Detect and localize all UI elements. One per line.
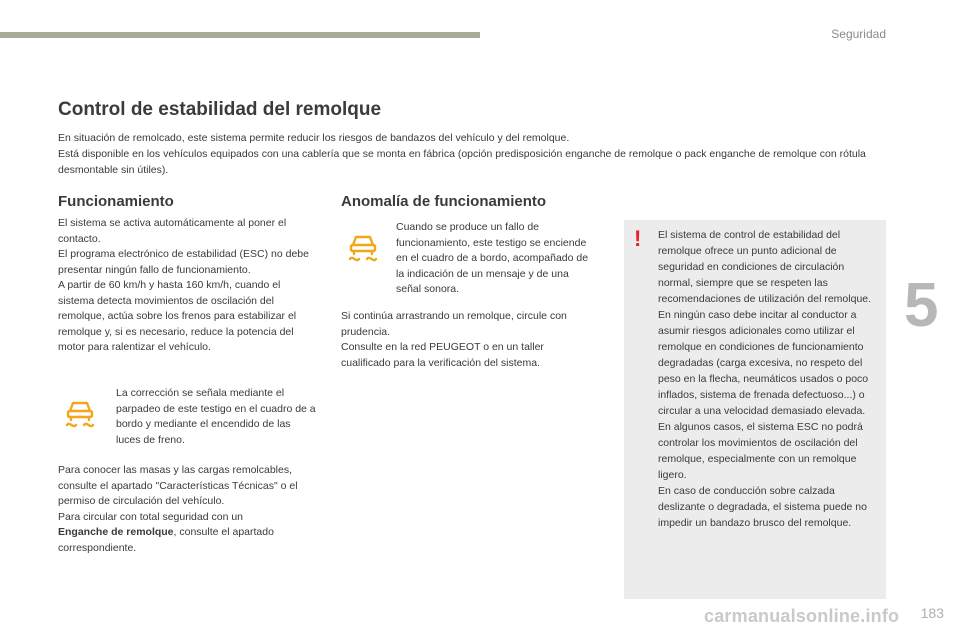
funcionamiento-icon-text: La corrección se señala mediante el parpadeo de este testigo en el cuadro de a bordo y mediante el encendido de las luces de freno. bbox=[116, 387, 316, 446]
bold-term: Enganche de remolque bbox=[58, 526, 174, 538]
paragraph: El programa electrónico de estabilidad (ESC) no debe presentar ningún fallo de funcionamiento. bbox=[58, 248, 309, 276]
paragraph: En algunos casos, el sistema ESC no podrá controlar los movimientos de oscilación del remolque, especialmente con un remolque ligero. bbox=[658, 421, 863, 481]
paragraph: Para conocer las masas y las cargas remolcables, consulte el apartado "Características Técnicas" o el permiso de circulación del vehículo. bbox=[58, 464, 298, 507]
paragraph bbox=[58, 510, 316, 557]
intro-paragraph: En situación de remolcado, este sistema permite reducir los riesgos de bandazos del vehículo y del remolque. bbox=[58, 132, 570, 144]
paragraph: Consulte en la red PEUGEOT o en un taller cualificado para la verificación del sistema. bbox=[341, 341, 544, 369]
watermark: carmanualsonline.info bbox=[704, 606, 900, 626]
anomalia-text bbox=[341, 309, 596, 371]
text: , consulte el apartado correspondiente. bbox=[58, 526, 274, 554]
intro-paragraph: Está disponible en los vehículos equipados con una cablería que se monta en fábrica (opción predisposición enganche de remolque o pack enganche de remolque con rótula desmontable sin útiles). bbox=[58, 148, 866, 176]
page-number: 183 bbox=[920, 605, 944, 621]
paragraph: El sistema se activa automáticamente al poner el contacto. bbox=[58, 217, 287, 245]
anomalia-icon-text: Cuando se produce un fallo de funcionamiento, este testigo se enciende en el cuadro de a bordo, acompañado de la indicación de un mensaje y de una señal sonora. bbox=[396, 221, 589, 295]
page-title: Control de estabilidad del remolque bbox=[58, 99, 382, 120]
paragraph: El sistema de control de estabilidad del remolque ofrece un punto adicional de seguridad en condiciones de circulación normal, siempre que se respeten las recomendaciones de utilización del remolque. En ningún caso debe incitar al conductor a asumir riesgos adicionales como utilizar el remolque en condiciones de funcionamiento degradadas (carga excesiva, no respeto del peso en la flecha, neumáticos usados o poco inflados, sistema de frenada defectuoso...) o circular a una velocidad demasiado elevada. bbox=[658, 229, 872, 417]
funcionamiento-extra bbox=[58, 463, 316, 556]
intro bbox=[58, 130, 888, 178]
warning-text bbox=[658, 227, 880, 531]
header-bar bbox=[0, 32, 480, 38]
funcionamiento-heading: Funcionamiento bbox=[58, 193, 174, 210]
section-name: Seguridad bbox=[831, 27, 886, 41]
warning-panel bbox=[624, 220, 886, 599]
funcionamiento-text bbox=[58, 216, 316, 356]
esc-warning-icon bbox=[63, 394, 97, 428]
chapter-number: 5 bbox=[904, 271, 939, 340]
paragraph: Si continúa arrastrando un remolque, circule con prudencia. bbox=[341, 310, 567, 338]
paragraph: A partir de 60 km/h y hasta 160 km/h, cuando el sistema detecta movimientos de oscilación del remolque, actúa sobre los frenos para estabilizar el remolque y, si es necesario, reduce la potencia del motor para ralentizar el vehículo. bbox=[58, 279, 297, 353]
exclamation-icon: ! bbox=[634, 226, 642, 251]
paragraph: En caso de conducción sobre calzada deslizante o degradada, el sistema puede no impedir un bandazo brusco del remolque. bbox=[658, 485, 867, 529]
text: Para circular con total seguridad con un bbox=[58, 510, 244, 523]
esc-warning-icon bbox=[346, 228, 380, 262]
anomalia-heading: Anomalía de funcionamiento bbox=[341, 193, 547, 210]
